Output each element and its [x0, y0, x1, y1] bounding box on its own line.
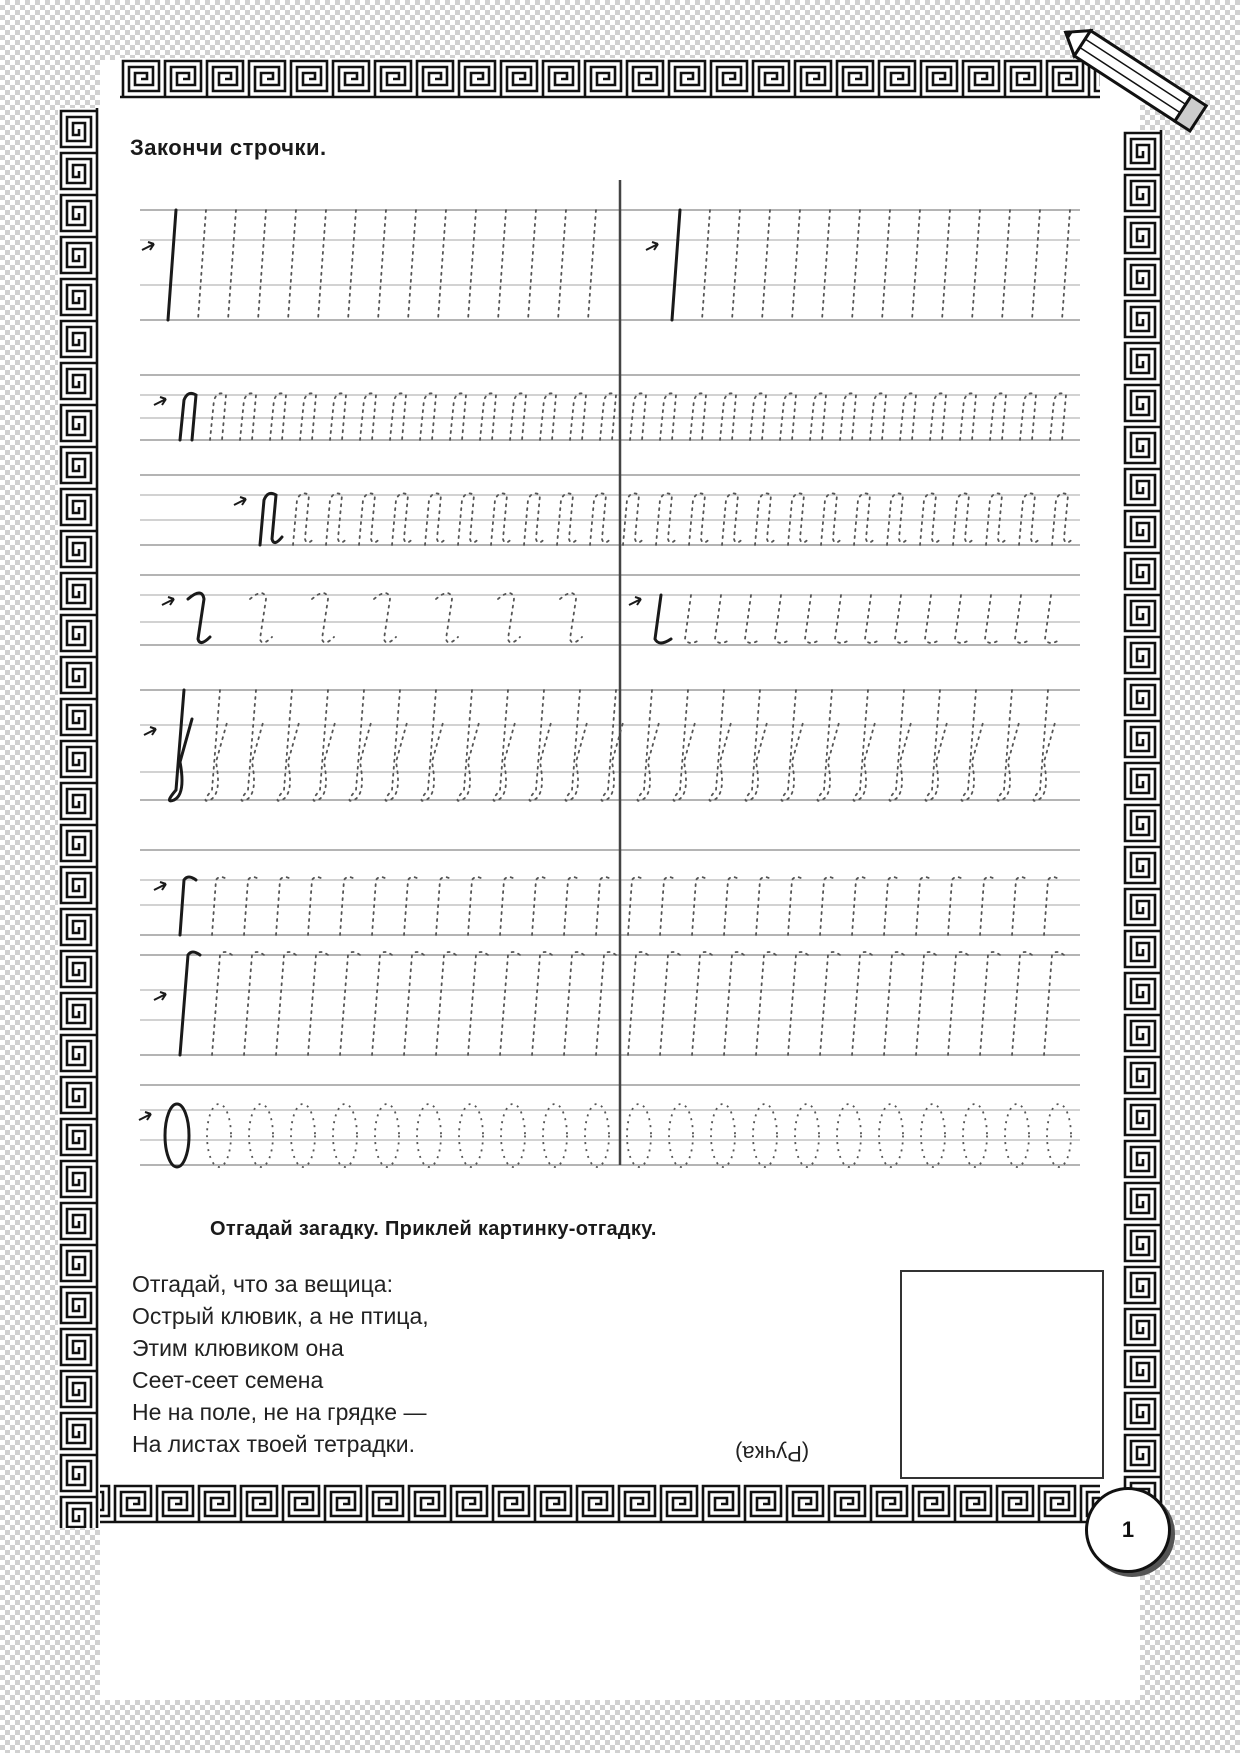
arrow-icon [144, 727, 156, 735]
letter-trace [326, 493, 348, 545]
arrow-icon [139, 1112, 151, 1120]
letter-trace [288, 210, 296, 320]
letter-trace [835, 595, 851, 643]
letter-trace [1012, 952, 1032, 1055]
letter-trace [349, 690, 372, 801]
letter-trace [854, 493, 876, 545]
letter-trace [498, 593, 520, 643]
letter-trace [756, 877, 772, 935]
letter-trace [820, 877, 836, 935]
letter-trace [985, 595, 1001, 643]
arrow-icon [234, 497, 246, 505]
letter-trace [627, 1104, 651, 1167]
letter-trace [689, 493, 711, 545]
letter-trace [313, 690, 336, 801]
letter-trace [378, 210, 386, 320]
letter-trace [916, 877, 932, 935]
letter-trace [810, 393, 826, 440]
letter-trace [318, 210, 326, 320]
letter-trace [955, 595, 971, 643]
riddle-line: Отгадай, что за вещица: [132, 1271, 393, 1297]
letter-trace [558, 210, 566, 320]
letter-trace [425, 493, 447, 545]
letter-trace [865, 595, 881, 643]
letter-trace [207, 1104, 231, 1167]
letter-trace [293, 493, 315, 545]
letter-trace [458, 493, 480, 545]
letter-trace [879, 1104, 903, 1167]
letter-trace [600, 393, 616, 440]
letter-trace [673, 690, 696, 801]
letter-trace [930, 393, 946, 440]
letter-trace [585, 1104, 609, 1167]
letter-trace [715, 595, 731, 643]
letter-trace [500, 952, 520, 1055]
letter-sample [260, 493, 282, 545]
letter-trace [198, 210, 206, 320]
letter-trace [637, 690, 660, 801]
letter-trace [884, 877, 900, 935]
letter-trace [792, 210, 800, 320]
riddle-line: Сеет-сеет семена [132, 1367, 324, 1393]
letter-trace [1044, 877, 1060, 935]
letter-trace [623, 493, 645, 545]
letter-trace [948, 877, 964, 935]
letter-trace [1020, 393, 1036, 440]
letter-sample [180, 952, 200, 1055]
letter-trace [720, 393, 736, 440]
letter-trace [250, 593, 272, 643]
letter-trace [887, 493, 909, 545]
letter-trace [372, 877, 388, 935]
letter-trace [972, 210, 980, 320]
letter-trace [732, 210, 740, 320]
letter-trace [745, 690, 768, 801]
letter-trace [457, 690, 480, 801]
letter-trace [925, 690, 948, 801]
arrow-icon [162, 597, 174, 605]
letter-trace [788, 493, 810, 545]
letter-trace [308, 877, 324, 935]
letter-trace [837, 1104, 861, 1167]
letter-trace [291, 1104, 315, 1167]
letter-trace [212, 877, 228, 935]
letter-trace [436, 877, 452, 935]
letter-trace [1045, 595, 1061, 643]
letter-trace [882, 210, 890, 320]
letter-trace [240, 393, 256, 440]
letter-trace [540, 393, 556, 440]
letter-trace [690, 393, 706, 440]
letter-trace [724, 952, 744, 1055]
letter-trace [780, 393, 796, 440]
letter-sample [180, 393, 196, 440]
letter-trace [417, 1104, 441, 1167]
letter-trace [963, 1104, 987, 1167]
letter-trace [459, 1104, 483, 1167]
letter-trace [543, 1104, 567, 1167]
letter-trace [468, 210, 476, 320]
letter-trace [1012, 877, 1028, 935]
riddle-line: Острый клювик, а не птица, [132, 1303, 429, 1329]
letter-trace [528, 210, 536, 320]
letter-trace [438, 210, 446, 320]
letter-trace [491, 493, 513, 545]
letter-trace [532, 877, 548, 935]
guide-lines [140, 210, 1080, 1165]
letter-trace [709, 690, 732, 801]
letter-trace [986, 493, 1008, 545]
letter-trace [1052, 493, 1074, 545]
page-number-badge [1085, 1487, 1171, 1573]
letter-trace [692, 952, 712, 1055]
picture-paste-box[interactable] [900, 1270, 1104, 1479]
letter-trace [360, 393, 376, 440]
letter-trace [775, 595, 791, 643]
letter-trace [1005, 1104, 1029, 1167]
letter-trace [1044, 952, 1064, 1055]
letter-trace [755, 493, 777, 545]
letter-trace [753, 1104, 777, 1167]
letter-trace [359, 493, 381, 545]
letter-trace [244, 877, 260, 935]
letter-trace [756, 952, 776, 1055]
letter-trace [852, 952, 872, 1055]
letter-trace [524, 493, 546, 545]
letter-trace [385, 690, 408, 801]
letter-trace [510, 393, 526, 440]
letter-trace [660, 952, 680, 1055]
letter-trace [529, 690, 552, 801]
letter-trace [375, 1104, 399, 1167]
letter-trace [990, 393, 1006, 440]
letter-trace [277, 690, 300, 801]
letter-trace [421, 690, 444, 801]
letter-trace [420, 393, 436, 440]
letter-trace [692, 877, 708, 935]
letter-trace [685, 595, 701, 643]
letter-trace [312, 593, 334, 643]
letter-trace [1050, 393, 1066, 440]
letter-trace [1032, 210, 1040, 320]
letter-trace [276, 952, 296, 1055]
letter-trace [788, 877, 804, 935]
letter-trace [258, 210, 266, 320]
letter-trace [997, 690, 1020, 801]
arrow-icon [154, 397, 166, 405]
letter-trace [228, 210, 236, 320]
letter-trace [724, 877, 740, 935]
letter-trace [630, 393, 646, 440]
letter-trace [821, 493, 843, 545]
letter-trace [628, 877, 644, 935]
letter-trace [1062, 210, 1070, 320]
letter-trace [1047, 1104, 1071, 1167]
letter-trace [210, 393, 226, 440]
letter-trace [669, 1104, 693, 1167]
letter-trace [980, 952, 1000, 1055]
letter-trace [330, 393, 346, 440]
letter-trace [596, 952, 616, 1055]
letter-trace [870, 393, 886, 440]
letter-trace [308, 952, 328, 1055]
arrow-icon [646, 242, 658, 250]
letter-trace [948, 952, 968, 1055]
letter-trace [961, 690, 984, 801]
letter-trace [564, 952, 584, 1055]
letter-trace [390, 393, 406, 440]
letter-sample [188, 593, 210, 643]
letter-trace [205, 690, 228, 801]
letter-trace [921, 1104, 945, 1167]
letter-trace [750, 393, 766, 440]
arrow-icon [142, 242, 154, 250]
riddle-line: Этим клювиком она [132, 1335, 344, 1361]
letter-trace [241, 690, 264, 801]
riddle-answer-upside-down: (Ручка) [735, 1441, 810, 1466]
letter-trace [628, 952, 648, 1055]
letter-trace [436, 593, 458, 643]
letter-trace [805, 595, 821, 643]
letter-trace [852, 877, 868, 935]
letter-trace [660, 393, 676, 440]
letter-trace [745, 595, 761, 643]
letter-trace [468, 952, 488, 1055]
arrow-icon [629, 597, 641, 605]
letter-sample [169, 690, 192, 801]
letter-trace [212, 952, 232, 1055]
arrow-icon [154, 992, 166, 1000]
letter-trace [960, 393, 976, 440]
letter-trace [1033, 690, 1056, 801]
letter-trace [781, 690, 804, 801]
letter-trace [820, 952, 840, 1055]
arrow-icon [154, 882, 166, 890]
letter-sample [168, 210, 176, 320]
letter-trace [953, 493, 975, 545]
letter-trace [889, 690, 912, 801]
letter-trace [702, 210, 710, 320]
letter-trace [450, 393, 466, 440]
letter-trace [557, 493, 579, 545]
letter-trace [404, 877, 420, 935]
letter-trace [498, 210, 506, 320]
letter-trace [925, 595, 941, 643]
letter-trace [596, 877, 612, 935]
letter-trace [348, 210, 356, 320]
letter-trace [270, 393, 286, 440]
letter-trace [795, 1104, 819, 1167]
letter-trace [564, 877, 580, 935]
letter-trace [244, 952, 264, 1055]
letter-sample [180, 877, 196, 935]
letter-trace [722, 493, 744, 545]
riddle-line: На листах твоей тетрадки. [132, 1431, 415, 1457]
letter-trace [1019, 493, 1041, 545]
letter-trace [300, 393, 316, 440]
letter-trace [822, 210, 830, 320]
letter-trace [916, 952, 936, 1055]
letter-trace [656, 493, 678, 545]
letter-trace [853, 690, 876, 801]
letter-trace [788, 952, 808, 1055]
letter-trace [501, 1104, 525, 1167]
letter-trace [500, 877, 516, 935]
letter-trace [570, 393, 586, 440]
letter-trace [404, 952, 424, 1055]
letter-trace [468, 877, 484, 935]
letter-trace [980, 877, 996, 935]
letter-trace [588, 210, 596, 320]
letter-trace [493, 690, 516, 801]
letter-trace [1002, 210, 1010, 320]
letter-trace [852, 210, 860, 320]
letter-trace [532, 952, 552, 1055]
letter-trace [374, 593, 396, 643]
letter-trace [436, 952, 456, 1055]
letter-trace [895, 595, 911, 643]
letter-trace [817, 690, 840, 801]
letter-trace [249, 1104, 273, 1167]
letter-trace [942, 210, 950, 320]
letter-trace [333, 1104, 357, 1167]
letter-sample [672, 210, 680, 320]
letter-trace [340, 877, 356, 935]
letter-trace [590, 493, 612, 545]
letter-trace [372, 952, 392, 1055]
letter-trace [840, 393, 856, 440]
letter-trace [884, 952, 904, 1055]
letter-trace [392, 493, 414, 545]
riddle-text [132, 1268, 429, 1460]
letter-trace [480, 393, 496, 440]
riddle-title: Отгадай загадку. Приклей картинку-отгадку. [210, 1218, 657, 1240]
letter-sample [165, 1104, 189, 1167]
page-number: 1 [1121, 1517, 1135, 1542]
letter-trace [340, 952, 360, 1055]
letter-trace [912, 210, 920, 320]
letter-trace [276, 877, 292, 935]
letter-trace [560, 593, 582, 643]
letter-trace [660, 877, 676, 935]
task-title: Закончи строчки. [130, 135, 327, 160]
letter-trace [762, 210, 770, 320]
letter-trace [408, 210, 416, 320]
letter-strokes [139, 210, 1074, 1167]
letter-trace [1015, 595, 1031, 643]
letter-trace [565, 690, 588, 801]
letter-trace [711, 1104, 735, 1167]
letter-trace [900, 393, 916, 440]
riddle-line: Не на поле, не на грядке — [132, 1399, 427, 1425]
letter-sample [655, 595, 671, 643]
letter-trace [920, 493, 942, 545]
